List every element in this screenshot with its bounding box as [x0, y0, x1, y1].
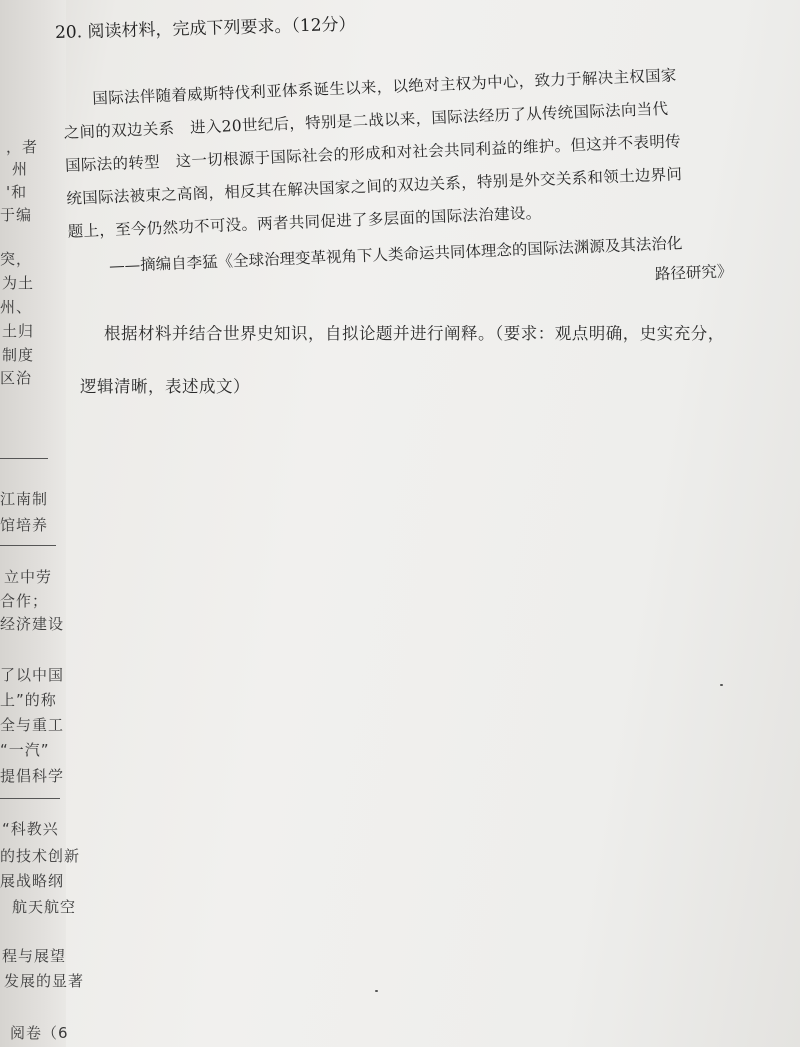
bleed-text: 为土: [2, 274, 35, 292]
bleed-divider: [0, 545, 56, 546]
bleed-text: 馆培养: [0, 516, 49, 534]
bleed-text: 全与重工: [0, 716, 65, 734]
bleed-text: 了以中国: [0, 666, 65, 684]
paper-speck: [720, 684, 723, 686]
bleed-text: 经济建设: [0, 615, 65, 633]
bleed-text: 突，: [0, 250, 33, 268]
bleed-text: 州、: [0, 298, 33, 316]
bleed-text: 的技术创新: [0, 847, 81, 865]
task-prompt: 根据材料并结合世界史知识，自拟论题并进行阐释。（要求：观点明确，史实充分，: [104, 324, 725, 343]
bleed-text: 制度: [2, 346, 35, 364]
bleed-text: 程与展望: [2, 947, 67, 965]
paper-speck: [375, 990, 378, 992]
bleed-text: ，者: [6, 138, 39, 156]
previous-page-bleed: [0, 0, 85, 1047]
bleed-text: 土归: [2, 322, 35, 340]
bleed-divider: [0, 458, 48, 459]
source-citation-continued: 路径研究》: [654, 262, 733, 284]
bleed-text: “科教兴: [2, 820, 59, 838]
source-material: [62, 61, 741, 284]
bleed-text: 上”的称: [0, 691, 57, 709]
material-line: 题上，至今仍然功不可没。两者共同促进了多层面的国际法治建设。: [67, 203, 542, 241]
bleed-text: 展战略纲: [0, 872, 65, 890]
bleed-text: 提倡科学: [0, 767, 65, 785]
bleed-text: '和: [6, 183, 28, 201]
bleed-text: 州: [12, 160, 29, 178]
material-line: 统国际法被束之高阁，相反其在解决国家之间的双边关系，特别是外交关系和领土边界问: [66, 165, 683, 208]
bleed-text: “一汽”: [0, 741, 50, 759]
bleed-text: 合作；: [0, 592, 49, 610]
bleed-text: 航天航空: [12, 898, 77, 916]
bleed-text: 江南制: [0, 490, 49, 508]
bleed-text: 发展的显著: [4, 972, 85, 990]
material-line: 国际法的转型 这一切根源于国际社会的形成和对社会共同利益的维护。但这并不表明传: [64, 132, 682, 175]
bleed-text: 立中劳: [4, 568, 53, 586]
question-heading: 20. 阅读材料，完成下列要求。（12分）: [54, 14, 356, 43]
material-line: 之间的双边关系 进入20世纪后，特别是二战以来，国际法经历了从传统国际法向当代: [63, 99, 669, 142]
bleed-text: 阅卷（6: [10, 1024, 69, 1042]
bleed-divider: [0, 798, 60, 799]
source-citation: ——摘编自李猛《全球治理变革视角下人类命运共同体理念的国际法渊源及其法治化: [108, 234, 683, 276]
bleed-text: 区治: [0, 369, 33, 387]
bleed-text: 于编: [0, 206, 33, 224]
material-line: 国际法伴随着威斯特伐利亚体系诞生以来，以绝对主权为中心，致力于解决主权国家: [92, 66, 677, 108]
task-prompt-continued: 逻辑清晰，表述成文）: [80, 377, 250, 396]
